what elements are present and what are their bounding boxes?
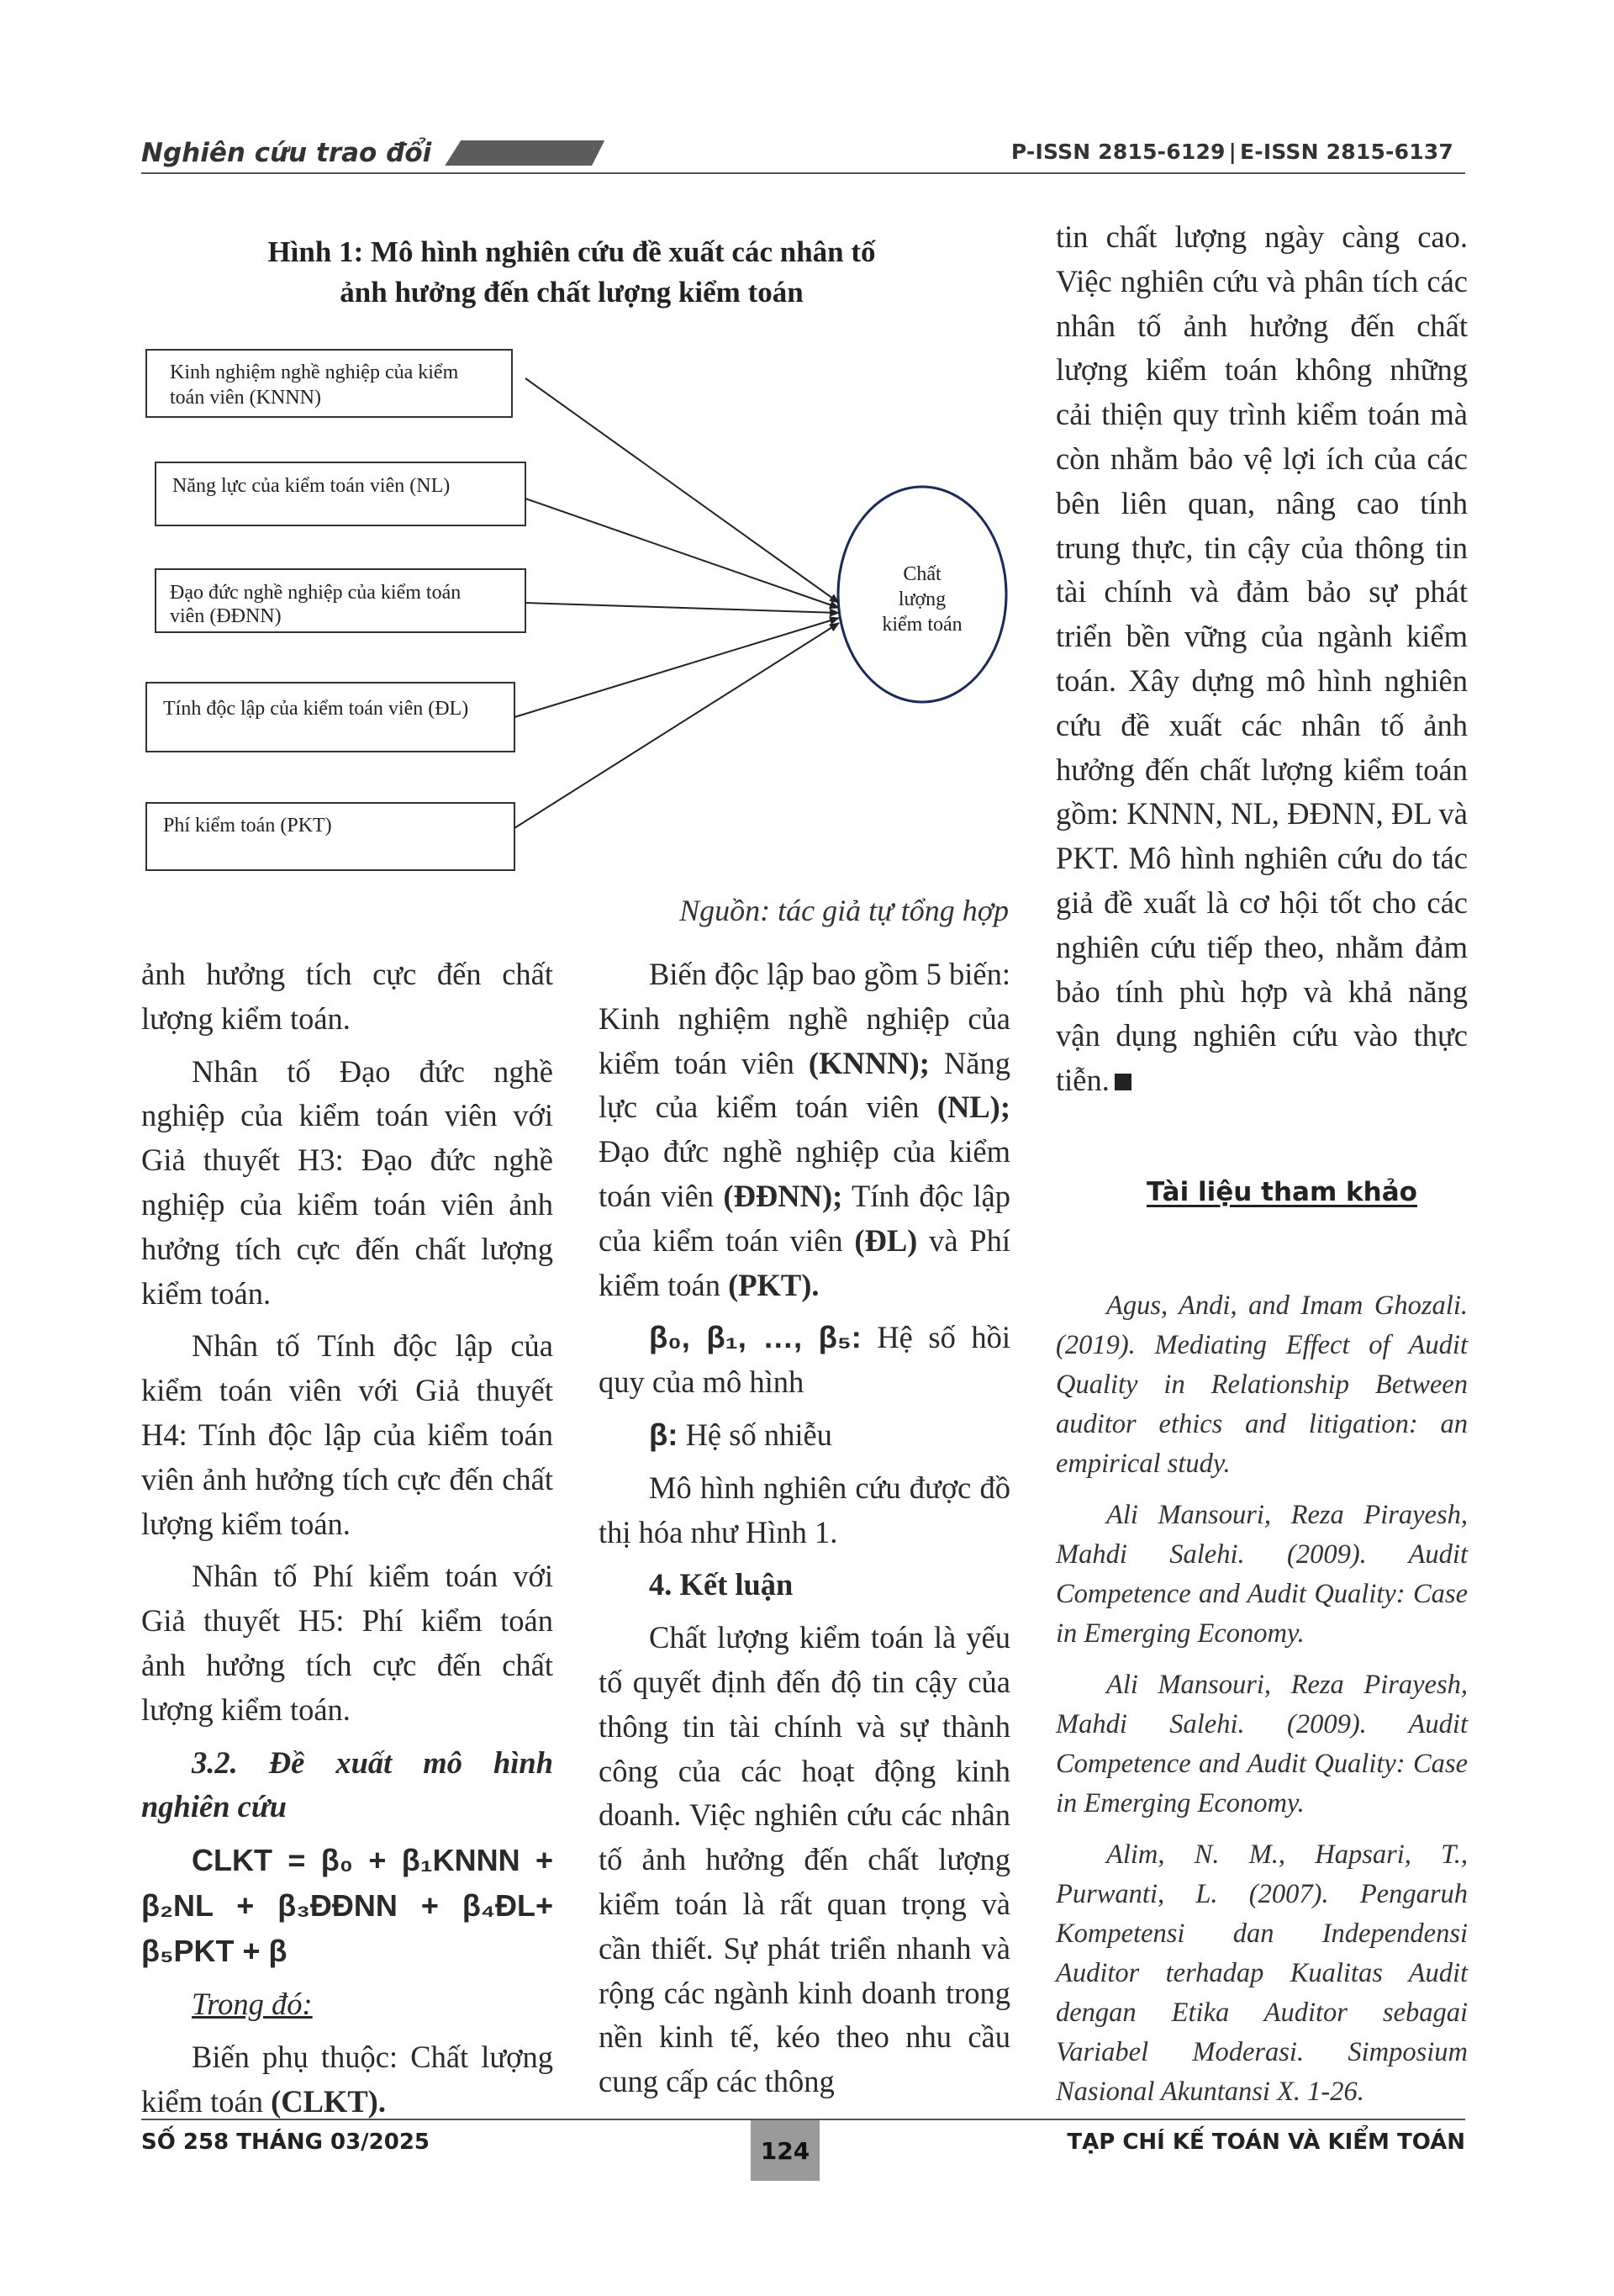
research-model-diagram — [134, 332, 1017, 887]
indep-text-3: Đạo đức nghề nghiệp của kiểm toán viên — [599, 1134, 1010, 1213]
dependent-variable — [141, 2035, 553, 2124]
indep-text-4: Tính độc lập của kiểm toán viên — [599, 1178, 1010, 1258]
arrow-nl — [525, 499, 839, 608]
indep-code-nl: (NL); — [936, 1090, 1010, 1125]
end-mark — [1115, 1074, 1131, 1090]
conclusion-continued-text: tin chất lượng ngày càng cao. Việc nghiên cứu và phân tích các nhân tố ảnh hưởng đến chất lượng kiểm toán không những cải thiện quy trình kiểm toán mà còn nhằm bảo vệ lợi ích của các bên liên quan, nâng cao tính trung thực, tin cậy của thông tin tài chính và đảm bảo sự phát triển bền vững của ngành kiểm toán. Xây dựng mô hình nghiên cứu đề xuất các nhân tố ảnh hưởng đến chất lượng kiểm toán gồm: KNNN, NL, ĐĐNN, ĐL và PKT. Mô hình nghiên cứu do tác giả đề xuất là cơ hội tốt cho các nghiên cứu tiếp theo, nhằm đảm bảo tính phù hợp và khả năng vận dụng nghiên cứu vào thực tiễn. — [1056, 219, 1468, 1098]
noise-text: Hệ số nhiễu — [678, 1417, 832, 1452]
section-heading-3-2: 3.2. Đề xuất mô hình nghiên cứu — [141, 1744, 553, 1824]
conclusion-p1: Chất lượng kiểm toán là yếu tố quyết định đến độ tin cậy của thông tin tài chính và sự thành công của các hoạt động kinh doanh. Việc nghiên cứu các nhân tố ảnh hưởng đến chất lượng kiểm toán là rất quan trọng và cần thiết. Sự phát triển nhanh và rộng các ngành kinh doanh trong nền kinh tế, kéo theo nhu cầu cung cấp các thông — [599, 1620, 1010, 2099]
figure-title-line1: Hình 1: Mô hình nghiên cứu đề xuất các nhân tố — [267, 235, 876, 268]
coefficient-text: Hệ số hồi quy của mô hình — [599, 1320, 1010, 1400]
issue-info: SỐ 258 THÁNG 03/2025 — [141, 2130, 430, 2155]
col1-p4: Nhân tố Phí kiểm toán với Giả thuyết H5: Phí kiểm toán ảnh hưởng tích cực đến chất lượng kiểm toán. — [141, 1559, 553, 1727]
indep-text-1: Biến độc lập bao gồm 5 biến: Kinh nghiệm nghề nghiệp của kiểm toán viên — [599, 957, 1010, 1080]
references-title: Tài liệu tham khảo — [1147, 1177, 1417, 1207]
regression-formula: CLKT = β₀ + β₁KNNN + β₂NL + β₃ĐĐNN + β₄ĐL+ β₅PKT + β — [141, 1843, 553, 1969]
factor-ddnn-line2: viên (ĐĐNN) — [170, 605, 282, 627]
indep-code-knnn: (KNNN); — [808, 1045, 930, 1080]
target-clkt — [838, 487, 1006, 702]
section-title: Nghiên cứu trao đổi — [141, 138, 432, 168]
issn-separator: | — [1228, 140, 1237, 164]
target-line1: Chất — [903, 563, 942, 585]
column-2 — [599, 953, 1010, 2113]
factor-box-ddnn — [156, 569, 525, 632]
factor-pkt-line1: Phí kiểm toán (PKT) — [163, 815, 332, 837]
figure-title — [143, 232, 1000, 313]
coefficient-definition — [599, 1316, 1010, 1405]
arrow-pkt — [514, 623, 839, 828]
col1-p1: ảnh hưởng tích cực đến chất lượng kiểm toán. — [141, 957, 553, 1036]
figure-source: Nguồn: tác giả tự tổng hợp — [679, 894, 1009, 927]
conclusion-continued — [1056, 215, 1468, 1103]
factor-box-pkt — [146, 803, 514, 870]
journal-name: TẠP CHÍ KẾ TOÁN VÀ KIỂM TOÁN — [1067, 2130, 1465, 2155]
indep-code-pkt: (PKT). — [728, 1267, 820, 1302]
column-1 — [141, 953, 553, 2133]
reference-item: Ali Mansouri, Reza Pirayesh, Mahdi Salehi. (2009). Audit Competence and Audit Quality: Case in Emerging Economy. — [1056, 1670, 1468, 1818]
indep-text-2: Năng lực của kiểm toán viên — [599, 1045, 1011, 1125]
eissn: E-ISSN 2815-6137 — [1239, 140, 1453, 164]
factor-nl-line1: Năng lực của kiểm toán viên (NL) — [172, 475, 451, 497]
references-list — [1056, 1286, 1468, 2124]
factor-box-knnn — [146, 350, 512, 417]
target-line2: lượng — [898, 589, 947, 610]
column-3 — [1056, 215, 1468, 1111]
section-header — [141, 136, 604, 170]
col1-p2: Nhân tố Đạo đức nghề nghiệp của kiểm toán viên với Giả thuyết H3: Đạo đức nghề nghiệp của kiểm toán viên ảnh hưởng tích cực đến chất lượng kiểm toán. — [141, 1053, 553, 1311]
arrow-knnn — [525, 378, 839, 603]
target-line3: kiểm toán — [882, 614, 963, 636]
reference-item: Agus, Andi, and Imam Ghozali. (2019). Mediating Effect of Audit Quality in Relationship Between auditor ethics and litigation: an empirical study. — [1056, 1291, 1468, 1479]
factor-box-dl — [146, 683, 514, 752]
coefficient-symbol: β₀, β₁, …, β₅: — [649, 1320, 862, 1355]
header-divider — [141, 172, 1465, 174]
arrow-dl — [514, 618, 839, 717]
figure-title-line2: ảnh hưởng đến chất lượng kiểm toán — [340, 276, 804, 309]
issn-info — [1011, 140, 1453, 164]
factor-ddnn-line1: Đạo đức nghề nghiệp của kiểm toán — [170, 582, 462, 604]
dependent-variable-code: (CLKT). — [271, 2083, 386, 2119]
dependent-variable-text: Biến phụ thuộc: Chất lượng kiểm toán — [141, 2039, 553, 2119]
reference-item: Ali Mansouri, Reza Pirayesh, Mahdi Salehi. (2009). Audit Competence and Audit Quality: Case in Emerging Economy. — [1056, 1500, 1468, 1649]
indep-text-5: và Phí kiểm toán — [599, 1222, 1010, 1302]
pissn: P-ISSN 2815-6129 — [1010, 140, 1226, 164]
reference-item: Alim, N. M., Hapsari, T., Purwanti, L. (2007). Pengaruh Kompetensi dan Independensi Auditor terhadap Kualitas Audit dengan Etika Auditor sebagai Variabel Moderasi. Simposium Nasional Akuntansi X. 1-26. — [1056, 1839, 1468, 2107]
factor-knnn-line2: toán viên (KNNN) — [170, 387, 321, 409]
factor-dl-line1: Tính độc lập của kiểm toán viên (ĐL) — [163, 698, 469, 720]
trong-do-label: Trong đó: — [192, 1987, 313, 2022]
section-heading-4: 4. Kết luận — [649, 1567, 794, 1602]
col1-p3: Nhân tố Tính độc lập của kiểm toán viên với Giả thuyết H4: Tính độc lập của kiểm toán viên ảnh hưởng tích cực đến chất lượng kiểm toán. — [141, 1328, 553, 1541]
factor-knnn-line1: Kinh nghiệm nghề nghiệp của kiểm — [170, 362, 459, 383]
noise-definition — [599, 1413, 1010, 1458]
independent-variables — [599, 953, 1010, 1307]
noise-symbol: β: — [649, 1417, 678, 1452]
factor-box-nl — [156, 462, 525, 525]
page-number: 124 — [751, 2120, 820, 2181]
model-graph-note: Mô hình nghiên cứu được đồ thị hóa như Hình 1. — [599, 1470, 1010, 1549]
arrow-ddnn — [525, 603, 839, 613]
indep-code-ddnn: (ĐĐNN); — [723, 1178, 843, 1213]
header-decor-bar — [445, 140, 604, 166]
indep-code-dl: (ĐL) — [854, 1222, 918, 1258]
